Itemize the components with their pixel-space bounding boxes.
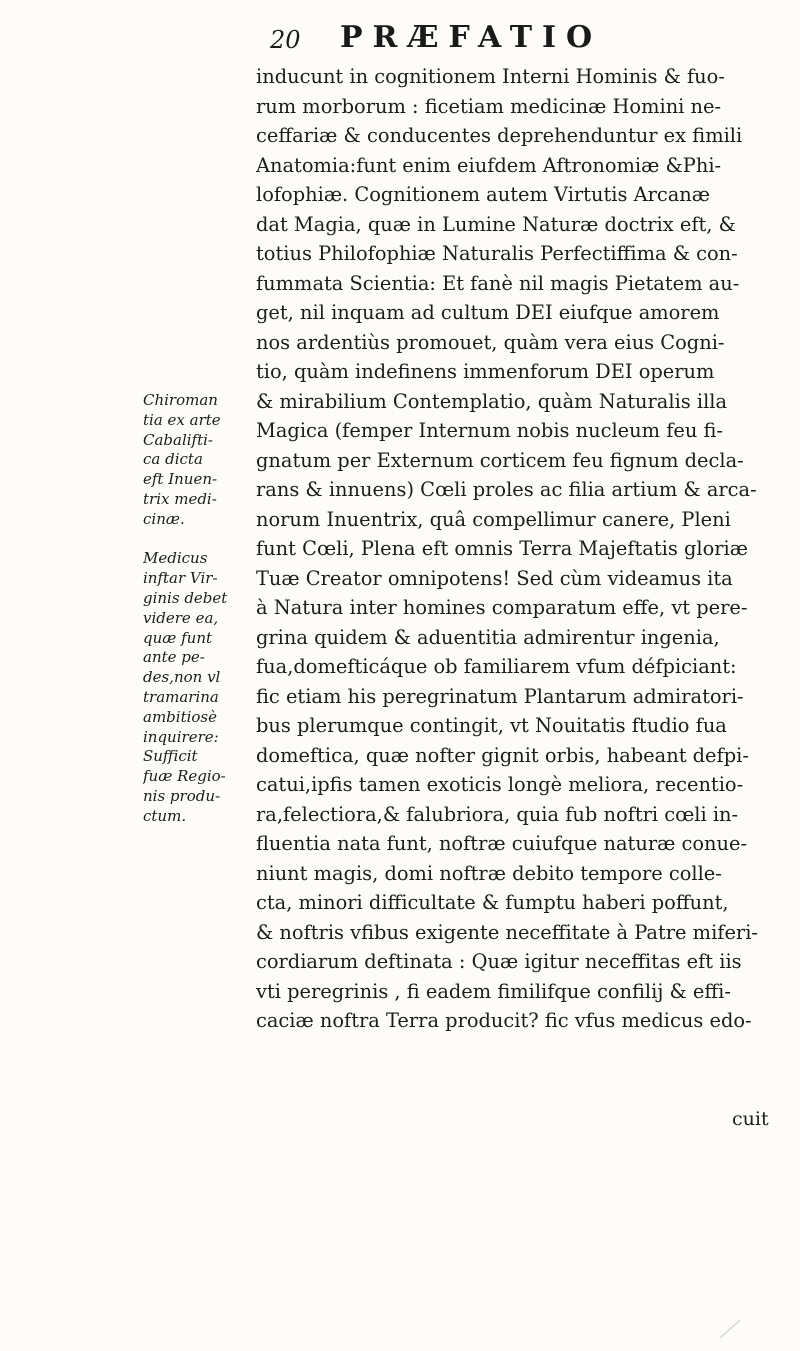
- text-line: dat Magia, quæ in Lumine Naturæ doctrix eft, &: [256, 212, 736, 236]
- margin-note-line: des,non vl: [143, 668, 221, 687]
- text-line: ra,felectiora,& falubriora, quia fub noftri cœli in-: [256, 802, 739, 826]
- margin-note-line: nis produ-: [143, 786, 221, 805]
- text-line: fummata Scientia: Et fanè nil magis Pietatem au-: [256, 271, 740, 295]
- text-line: gnatum per Externum corticem feu fignum decla-: [256, 448, 744, 472]
- margin-note-line: ca dicta: [143, 450, 203, 469]
- marginal-notes: [143, 391, 261, 827]
- text-line: lofophiæ. Cognitionem autem Virtutis Arcanæ: [256, 183, 710, 206]
- text-line: ceffariæ & conducentes deprehenduntur ex fimili: [256, 124, 743, 147]
- text-line: & mirabilium Contemplatio, quàm Naturalis illa: [256, 389, 728, 413]
- margin-note-line: Sufficit: [143, 747, 198, 766]
- page-number: 20: [270, 26, 301, 54]
- margin-note-line: videre ea,: [143, 608, 219, 627]
- text-line: tio, quàm indefinens immenforum DEI operum: [256, 360, 715, 383]
- text-line: funt Cœli, Plena eft omnis Terra Majeftatis gloriæ: [256, 537, 748, 560]
- catchword: cuit: [732, 1108, 769, 1130]
- text-line: bus plerumque contingit, vt Nouitatis ftudio fua: [256, 714, 727, 737]
- text-line: Magica (femper Internum nobis nucleum feu fi-: [256, 419, 723, 442]
- text-line: vti peregrinis , fi eadem fimilifque confilij & effi-: [256, 979, 731, 1003]
- text-line: niunt magis, domi noftræ debito tempore colle-: [256, 861, 722, 885]
- main-text-block: [256, 62, 776, 1036]
- margin-note-line: tramarina: [143, 687, 219, 706]
- margin-note-line: cinæ.: [143, 509, 185, 528]
- text-line: inducunt in cognitionem Interni Hominis & fuo-: [256, 65, 725, 88]
- text-line: rum morborum : ficetiam medicinæ Homini ne-: [256, 94, 722, 118]
- text-line: fua,domefticáque ob familiarem vfum défpiciant:: [256, 655, 737, 678]
- text-line: nos ardentiùs promouet, quàm vera eius Cogni-: [256, 330, 725, 354]
- text-line: domeftica, quæ nofter gignit orbis, habeant defpi-: [256, 743, 749, 767]
- margin-note-line: ginis debet: [143, 588, 228, 607]
- margin-note-line: Chiroman: [143, 391, 218, 409]
- text-line: à Natura inter homines comparatum effe, vt pere-: [256, 596, 748, 619]
- text-line: cta, minori difficultate & fumptu haberi poffunt,: [256, 891, 729, 914]
- text-line: caciæ noftra Terra producit? fic vfus medicus edo-: [256, 1009, 752, 1032]
- margin-note-line: tia ex arte: [143, 410, 221, 429]
- margin-note-line: ctum.: [143, 806, 187, 825]
- margin-note-line: ambitiosè: [143, 707, 217, 726]
- margin-note-spacer: [143, 530, 261, 550]
- margin-note-line: Cabalifti-: [143, 430, 214, 449]
- text-line: fic etiam his peregrinatum Plantarum admiratori-: [256, 684, 744, 708]
- margin-note-line: trix medi-: [143, 489, 217, 508]
- margin-note-line: eft Inuen-: [143, 470, 218, 489]
- ink-bleed-mark: [710, 1290, 770, 1340]
- margin-note-line: inftar Vir-: [143, 569, 218, 588]
- margin-note-line: ante pe-: [143, 648, 205, 667]
- text-line: & noftris vfibus exigente neceffitate à Patre miferi-: [256, 920, 758, 944]
- text-line: totius Philofophiæ Naturalis Perfectiffima & con-: [256, 242, 738, 265]
- text-line: fluentia nata funt, noftræ cuiufque naturæ conue-: [256, 832, 748, 855]
- text-line: cordiarum deftinata : Quæ igitur neceffitas eft iis: [256, 950, 742, 973]
- text-line: rans & innuens) Cœli proles ac filia artium & arca-: [256, 478, 757, 501]
- text-line: catui,ipfis tamen exoticis longè meliora, recentio-: [256, 773, 744, 796]
- text-line: Anatomia:funt enim eiufdem Aftronomiæ &Phi-: [256, 153, 722, 177]
- text-line: Tuæ Creator omnipotens! Sed cùm videamus ita: [256, 566, 733, 590]
- page-header: [270, 20, 690, 60]
- running-head: PRÆFATIO: [340, 20, 603, 55]
- text-line: norum Inuentrix, quâ compellimur canere, Pleni: [256, 507, 731, 531]
- text-line: get, nil inquam ad cultum DEI eiufque amorem: [256, 301, 720, 324]
- margin-note-line: Medicus: [143, 549, 208, 568]
- margin-note-line: quæ funt: [143, 628, 213, 647]
- margin-note-line: fuæ Regio-: [143, 767, 226, 786]
- text-line: grina quidem & aduentitia admirentur ingenia,: [256, 625, 720, 649]
- margin-note-line: inquirere:: [143, 727, 219, 746]
